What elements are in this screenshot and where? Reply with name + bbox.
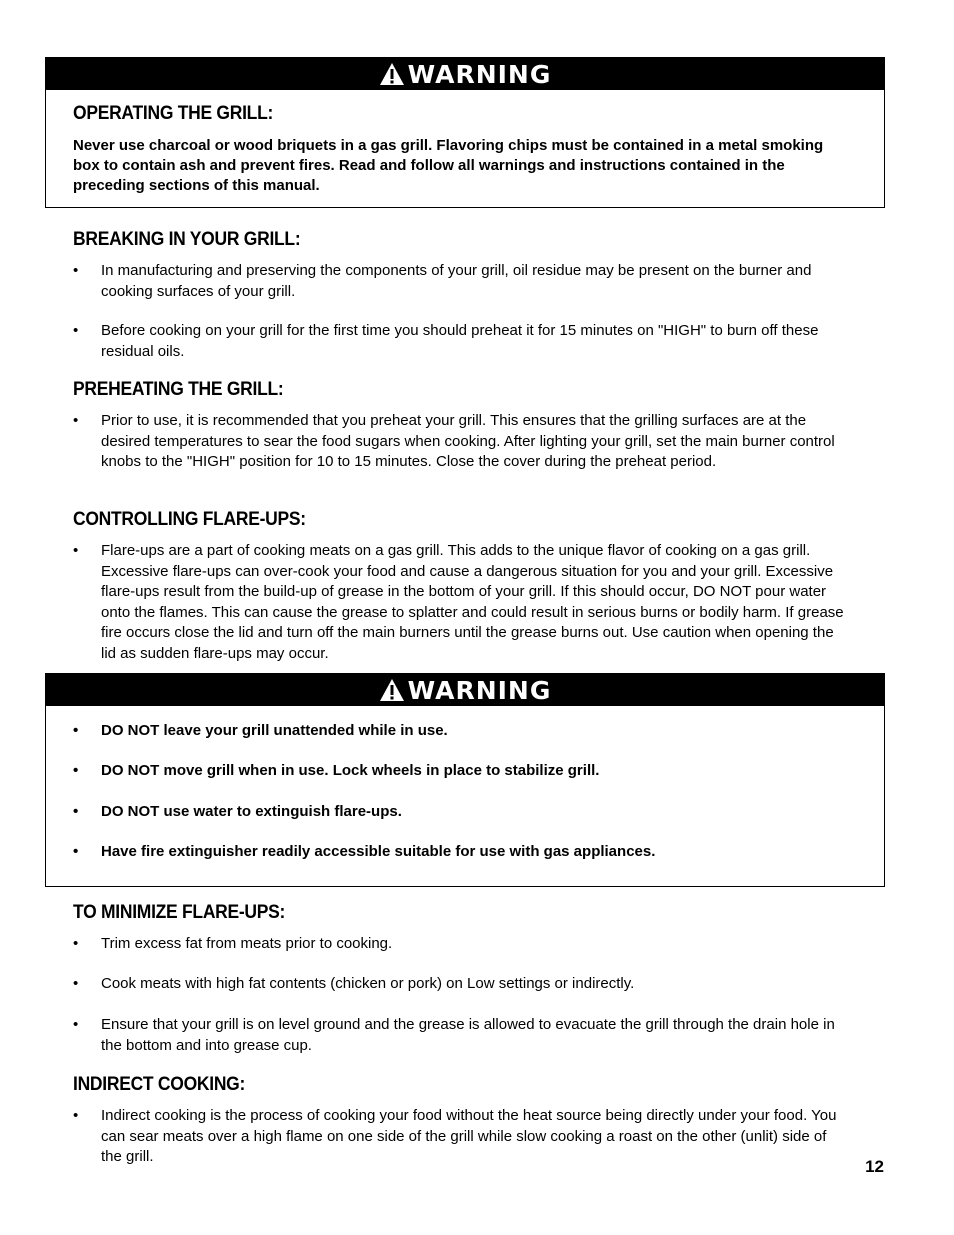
list-item: [73, 411, 848, 473]
list-item: [73, 974, 848, 995]
heading-indirect-cooking: INDIRECT COOKING:: [73, 1074, 246, 1095]
list-item-text: DO NOT leave your grill unattended while in use.: [101, 722, 448, 739]
list-item-text: Before cooking on your grill for the first time you should preheat it for 15 minutes on "HIGH" to burn off these residual oils.: [101, 322, 819, 360]
list-item: [73, 321, 848, 362]
warning-banner: [46, 58, 884, 90]
list-item-text: Prior to use, it is recommended that you preheat your grill. This ensures that the grilling surfaces are at the desired temperatures to sear the food sugars when cooking. After lighting your grill, set the main burner control knobs to the "HIGH" position for 10 to 15 minutes. Close the cover during the preheat period.: [101, 412, 835, 470]
list-item: [73, 1015, 848, 1056]
bullet: •: [73, 722, 79, 739]
warning-banner: [46, 674, 884, 706]
list-item: [73, 842, 848, 863]
bullet: •: [73, 412, 79, 429]
heading-operating: OPERATING THE GRILL:: [73, 103, 274, 124]
heading-preheating: PREHEATING THE GRILL:: [73, 379, 284, 400]
bullet: •: [73, 1016, 79, 1033]
list-item: [73, 934, 848, 955]
page-number: 12: [865, 1157, 884, 1176]
list-item: [73, 1106, 848, 1168]
list-item-text: Ensure that your grill is on level ground and the grease is allowed to evacuate the grill through the drain hole in the bottom and into grease cup.: [101, 1016, 835, 1054]
bullet: •: [73, 1107, 79, 1124]
list-item-text: Flare-ups are a part of cooking meats on a gas grill. This adds to the unique flavor of cooking on a gas grill. Excessive flare-ups can over-cook your food and cause a dangerous situation for you and your grill. Excessive flare-ups result from the build-up of grease in the bottom of your grill. If this should occur, DO NOT pour water onto the flames. This can cause the grease to splatter and could result in serious burns or bodily harm. If grease fire occurs close the lid and turn off the main burners until the grease burns out. Use caution when opening the lid as sudden flare-ups may occur.: [101, 542, 844, 662]
warning-triangle-icon: [379, 678, 405, 702]
heading-controlling-flareups: CONTROLLING FLARE-UPS:: [73, 509, 306, 530]
operating-text: Never use charcoal or wood briquets in a gas grill. Flavoring chips must be contained in a metal smoking box to contain ash and prevent fires. Read and follow all warnings and instructions contained in the preceding sections of this manual.: [73, 137, 824, 194]
bullet: •: [73, 843, 79, 860]
bullet: •: [73, 762, 79, 779]
list-item-text: DO NOT use water to extinguish flare-ups.: [101, 803, 402, 820]
list-item-text: Have fire extinguisher readily accessible suitable for use with gas appliances.: [101, 843, 656, 860]
bullet: •: [73, 935, 79, 952]
list-item: [73, 761, 848, 782]
list-item: [73, 802, 848, 823]
heading-minimize-flareups: TO MINIMIZE FLARE-UPS:: [73, 902, 286, 923]
warning-triangle-icon: [379, 62, 405, 86]
list-item-text: In manufacturing and preserving the components of your grill, oil residue may be present on the burner and cooking surfaces of your grill.: [101, 262, 812, 300]
bullet: •: [73, 542, 79, 559]
bullet: •: [73, 803, 79, 820]
warning-label: WARNING: [407, 675, 552, 705]
list-item: [73, 721, 848, 742]
list-item-text: Indirect cooking is the process of cooking your food without the heat source being directly under your food. You can sear meats over a high flame on one side of the grill while slow cooking a roast on the other (unlit) side of the grill.: [101, 1107, 837, 1165]
heading-breaking-in: BREAKING IN YOUR GRILL:: [73, 229, 301, 250]
bullet: •: [73, 322, 79, 339]
bullet: •: [73, 975, 79, 992]
bullet: •: [73, 262, 79, 279]
list-item-text: Cook meats with high fat contents (chicken or pork) on Low settings or indirectly.: [101, 975, 635, 992]
list-item: [73, 541, 848, 664]
list-item-text: DO NOT move grill when in use. Lock wheels in place to stabilize grill.: [101, 762, 600, 779]
list-item: [73, 261, 848, 302]
warning-label: WARNING: [407, 59, 552, 89]
list-item-text: Trim excess fat from meats prior to cooking.: [101, 935, 393, 952]
